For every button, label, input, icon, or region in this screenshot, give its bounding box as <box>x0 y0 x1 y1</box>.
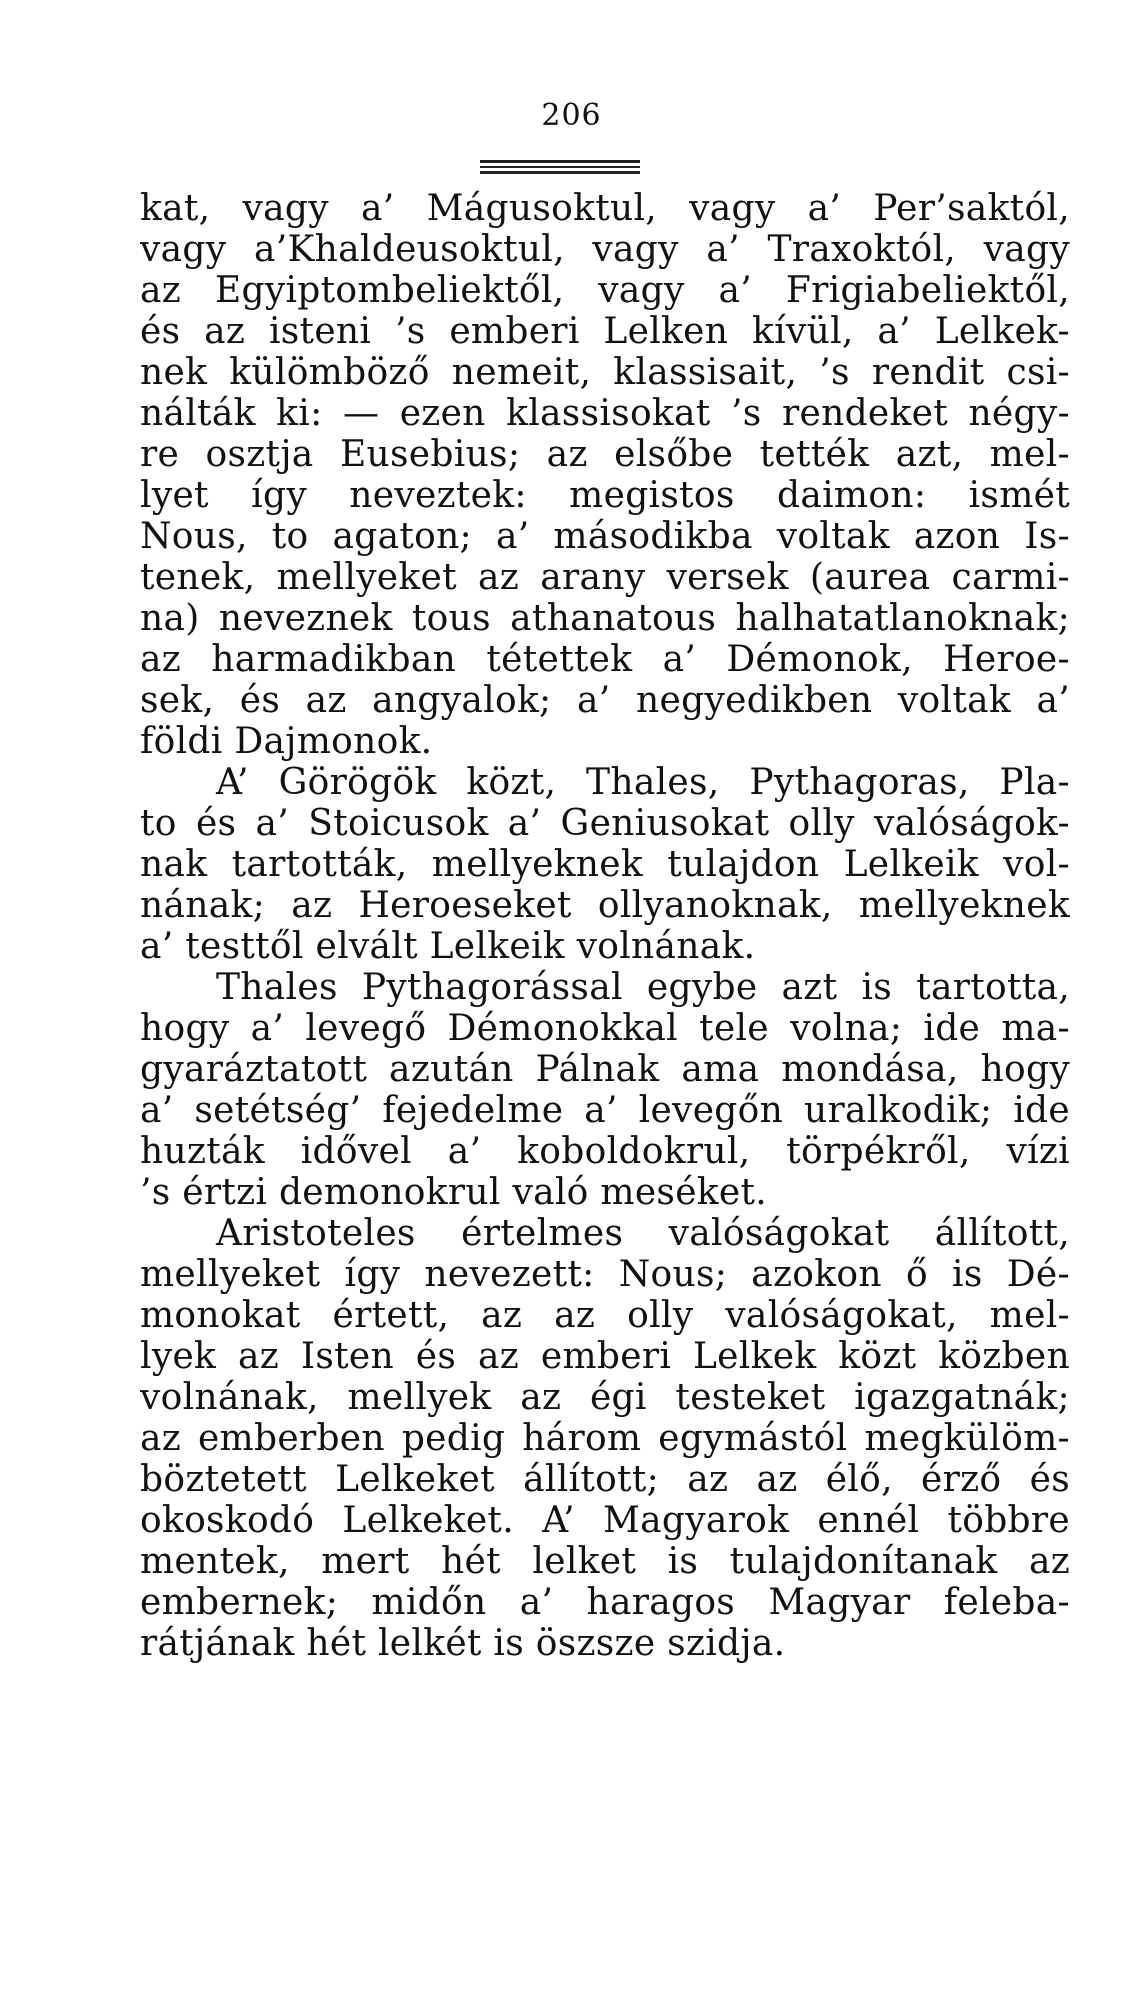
text-line: nak tartották, mellyeknek tulajdon Lelkeik vol- <box>140 844 1070 885</box>
text-line: sek, és az angyalok; a’ negyedikben voltak a’ <box>140 680 1070 721</box>
text-line: volnának, mellyek az égi testeket igazgatnák; <box>140 1377 1070 1418</box>
text-line: ’s értzi demonokrul való meséket. <box>140 1172 768 1213</box>
page-number: 206 <box>541 98 602 133</box>
paragraph <box>140 762 1070 967</box>
text-line: embernek; midőn a’ haragos Magyar feleba- <box>140 1582 1070 1623</box>
text-line: nának; az Heroeseket ollyanoknak, mellyeknek <box>140 885 1070 926</box>
text-line: rátjának hét lelkét is öszsze szidja. <box>140 1623 786 1664</box>
text-line: monokat értett, az az olly valóságokat, mel- <box>140 1295 1070 1336</box>
text-line: to és a’ Stoicusok a’ Geniusokat olly valóságok- <box>140 803 1070 844</box>
text-line: az emberben pedig három egymástól megkülöm- <box>140 1418 1070 1459</box>
body-text <box>140 188 1070 1664</box>
header-rule <box>480 160 640 174</box>
text-line: lyek az Isten és az emberi Lelkek közt közben <box>140 1336 1070 1377</box>
text-line: A’ Görögök közt, Thales, Pythagoras, Pla- <box>216 762 1070 803</box>
text-line: és az isteni ’s emberi Lelken kívül, a’ Lelkek- <box>140 311 1070 352</box>
text-line: gyaráztatott azután Pálnak ama mondása, hogy <box>140 1049 1070 1090</box>
text-line: lyet így neveztek: megistos daimon: ismét <box>140 475 1070 516</box>
text-line: Thales Pythagorással egybe azt is tartotta, <box>216 967 1070 1008</box>
text-line: tenek, mellyeket az arany versek (aurea carmi- <box>140 557 1070 598</box>
text-line: okoskodó Lelkeket. A’ Magyarok ennél többre <box>140 1500 1070 1541</box>
text-line: hogy a’ levegő Démonokkal tele volna; ide ma- <box>140 1008 1070 1049</box>
text-line: Nous, to agaton; a’ másodikba voltak azon Is- <box>140 516 1070 557</box>
text-line: vagy a’Khaldeusoktul, vagy a’ Traxoktól, vagy <box>140 229 1070 270</box>
text-line: huzták idővel a’ koboldokrul, törpékről, vízi <box>140 1131 1070 1172</box>
paragraph <box>140 967 1070 1213</box>
text-line: az harmadikban tétettek a’ Démonok, Heroe- <box>140 639 1070 680</box>
header-rule-line <box>480 160 640 163</box>
text-line: Aristoteles értelmes valóságokat állított, <box>216 1213 1070 1254</box>
text-line: a’ testtől elvált Lelkeik volnának. <box>140 926 756 967</box>
header-rule-line <box>480 166 640 168</box>
text-line: a’ setétség’ fejedelme a’ levegőn uralkodik; ide <box>140 1090 1070 1131</box>
paragraph <box>140 1213 1070 1664</box>
text-line: földi Dajmonok. <box>140 721 433 762</box>
text-line: kat, vagy a’ Mágusoktul, vagy a’ Per’saktól, <box>140 188 1070 229</box>
header-rule-line <box>480 171 640 174</box>
paragraph <box>140 188 1070 762</box>
text-line: böztetett Lelkeket állított; az az élő, érző és <box>140 1459 1070 1500</box>
text-line: na) neveznek tous athanatous halhatatlanoknak; <box>140 598 1070 639</box>
text-line: az Egyiptombeliektől, vagy a’ Frigiabeliektől, <box>140 270 1070 311</box>
text-line: re osztja Eusebius; az elsőbe tették azt, mel- <box>140 434 1070 475</box>
text-line: nálták ki: — ezen klassisokat ’s rendeket négy- <box>140 393 1070 434</box>
text-line: nek külömböző nemeit, klassisait, ’s rendit csi- <box>140 352 1070 393</box>
text-line: mellyeket így nevezett: Nous; azokon ő is Dé- <box>140 1254 1070 1295</box>
text-line: mentek, mert hét lelket is tulajdonítanak az <box>140 1541 1070 1582</box>
